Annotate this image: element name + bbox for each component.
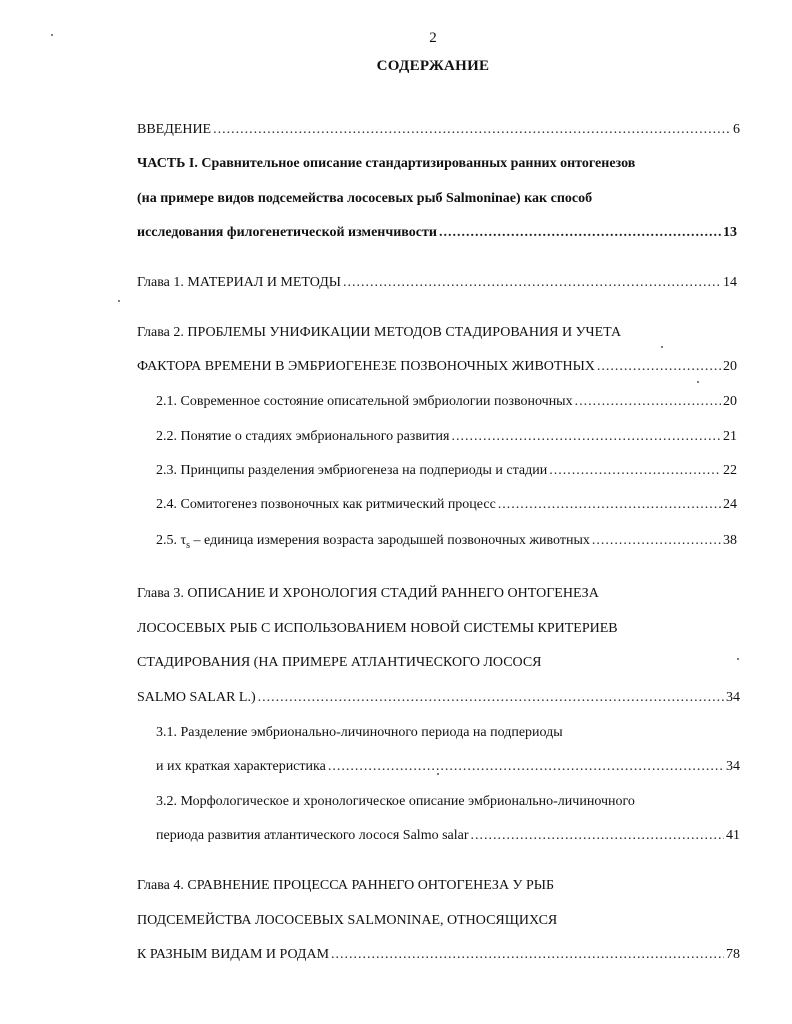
toc-entry-label: ВВЕДЕНИЕ [137,122,212,137]
dot-leader [328,758,724,776]
page-title: СОДЕРЖАНИЕ [376,58,490,74]
toc-entry-page: 6 [733,122,740,137]
toc-entry-chapter-2[interactable] [137,358,737,376]
toc-entry-section-2-1[interactable] [156,393,737,411]
scan-speck [118,300,120,302]
toc-entry-page: 24 [723,497,737,512]
toc-entry-page: 34 [726,690,740,705]
toc-entry-label: 2.2. Понятие о стадиях эмбрионального развития [156,429,450,444]
toc-entry-label: ФАКТОРА ВРЕМЕНИ В ЭМБРИОГЕНЕЗЕ ПОЗВОНОЧНЫХ ЖИВОТНЫХ [137,359,595,374]
toc-entry-page: 21 [723,429,737,444]
toc-entry-label: ПОДСЕМЕЙСТВА ЛОСОСЕВЫХ SALMONINAE, ОТНОСЯЩИХСЯ [137,913,558,928]
dot-leader [451,428,721,446]
toc-entry-label: ЛОСОСЕВЫХ РЫБ С ИСПОЛЬЗОВАНИЕМ НОВОЙ СИСТЕМЫ КРИТЕРИЕВ [137,621,618,636]
dot-leader [331,946,724,964]
toc-entry-part-1[interactable] [137,224,737,242]
toc-entry-page: 38 [723,533,737,548]
dot-leader [213,121,731,139]
toc-entry-label: и их краткая характеристика [156,759,326,774]
toc-entry-label: 3.2. Морфологическое и хронологическое описание эмбрионально-личиночного [156,794,635,809]
toc-entry-chapter-4[interactable] [137,946,740,964]
toc-chapter-4-line-2 [137,912,557,930]
toc-entry-section-2-5[interactable] [156,532,737,555]
toc-entry-page: 13 [723,225,737,240]
toc-entry-chapter-3[interactable] [137,689,740,707]
toc-entry-page: 34 [726,759,740,774]
toc-entry-label: Глава 3. ОПИСАНИЕ И ХРОНОЛОГИЯ СТАДИЙ РАННЕГО ОНТОГЕНЕЗА [137,586,599,601]
toc-entry-label: К РАЗНЫМ ВИДАМ И РОДАМ [137,947,330,962]
toc-entry-label: 3.1. Разделение эмбрионально-личиночного периода на подпериоды [156,725,563,740]
toc-chapter-4-line-1 [137,877,554,895]
dot-leader [597,358,721,376]
toc-entry-page: 20 [723,359,737,374]
toc-entry-label [156,532,590,555]
toc-entry-label: 2.1. Современное состояние описательной эмбриологии позвоночных [156,394,573,409]
toc-chapter-2-line-1 [137,324,621,342]
tau-subscript: s [186,539,191,551]
toc-entry-label-rest: – единица измерения возраста зародышей позвоночных животных [190,533,590,548]
toc-entry-page: 78 [726,947,740,962]
toc-entry-page: 14 [723,275,737,290]
toc-entry-page: 41 [726,828,740,843]
dot-leader [592,532,721,550]
toc-entry-label: Глава 4. СРАВНЕНИЕ ПРОЦЕССА РАННЕГО ОНТОГЕНЕЗА У РЫБ [137,878,555,893]
dot-leader [471,827,724,845]
scan-speck [437,773,439,775]
page-number: 2 [429,30,437,46]
toc-part-1-line-1 [137,155,635,173]
dot-leader [258,689,724,707]
toc-part-1-line-2 [137,190,592,208]
toc-entry-label: СТАДИРОВАНИЯ (НА ПРИМЕРЕ АТЛАНТИЧЕСКОГО ЛОСОСЯ [137,655,542,670]
toc-entry-introduction[interactable] [137,121,740,139]
toc-entry-section-2-4[interactable] [156,496,737,514]
toc-entry-label: SALMO SALAR L.) [137,690,256,705]
toc-section-3-1-line-1 [156,724,563,742]
toc-entry-label: периода развития атлантического лосося Salmo salar [156,828,469,843]
scan-speck [51,34,53,36]
toc-entry-label: 2.3. Принципы разделения эмбриогенеза на подпериоды и стадии [156,463,548,478]
toc-entry-page: 22 [723,463,737,478]
toc-section-3-2-line-1 [156,793,635,811]
scan-speck [737,658,739,660]
scan-speck [661,346,663,348]
toc-chapter-3-line-1 [137,585,599,603]
toc-entry-section-3-2[interactable] [156,827,740,845]
toc-entry-page: 20 [723,394,737,409]
toc-entry-label: 2.4. Сомитогенез позвоночных как ритмический процесс [156,497,496,512]
toc-entry-section-3-1[interactable] [156,758,740,776]
toc-entry-label: Глава 1. МАТЕРИАЛ И МЕТОДЫ [137,275,341,290]
dot-leader [439,224,721,242]
toc-entry-label: (на примере видов подсемейства лососевых рыб Salmoninae) как способ [137,191,593,206]
dot-leader [549,462,721,480]
toc-entry-section-2-3[interactable] [156,462,737,480]
tau-symbol: 2.5. τ [156,533,187,548]
toc-entry-chapter-1[interactable] [137,274,737,292]
toc-entry-label: ЧАСТЬ I. Сравнительное описание стандартизированных ранних онтогенезов [137,156,636,171]
toc-chapter-3-line-2 [137,620,618,638]
toc-entry-section-2-2[interactable] [156,428,737,446]
scan-speck [697,381,699,383]
dot-leader [343,274,721,292]
dot-leader [498,496,721,514]
dot-leader [575,393,721,411]
toc-entry-label: Глава 2. ПРОБЛЕМЫ УНИФИКАЦИИ МЕТОДОВ СТАДИРОВАНИЯ И УЧЕТА [137,325,622,340]
toc-entry-label: исследования филогенетической изменчивости [137,225,437,240]
toc-chapter-3-line-3 [137,654,542,672]
